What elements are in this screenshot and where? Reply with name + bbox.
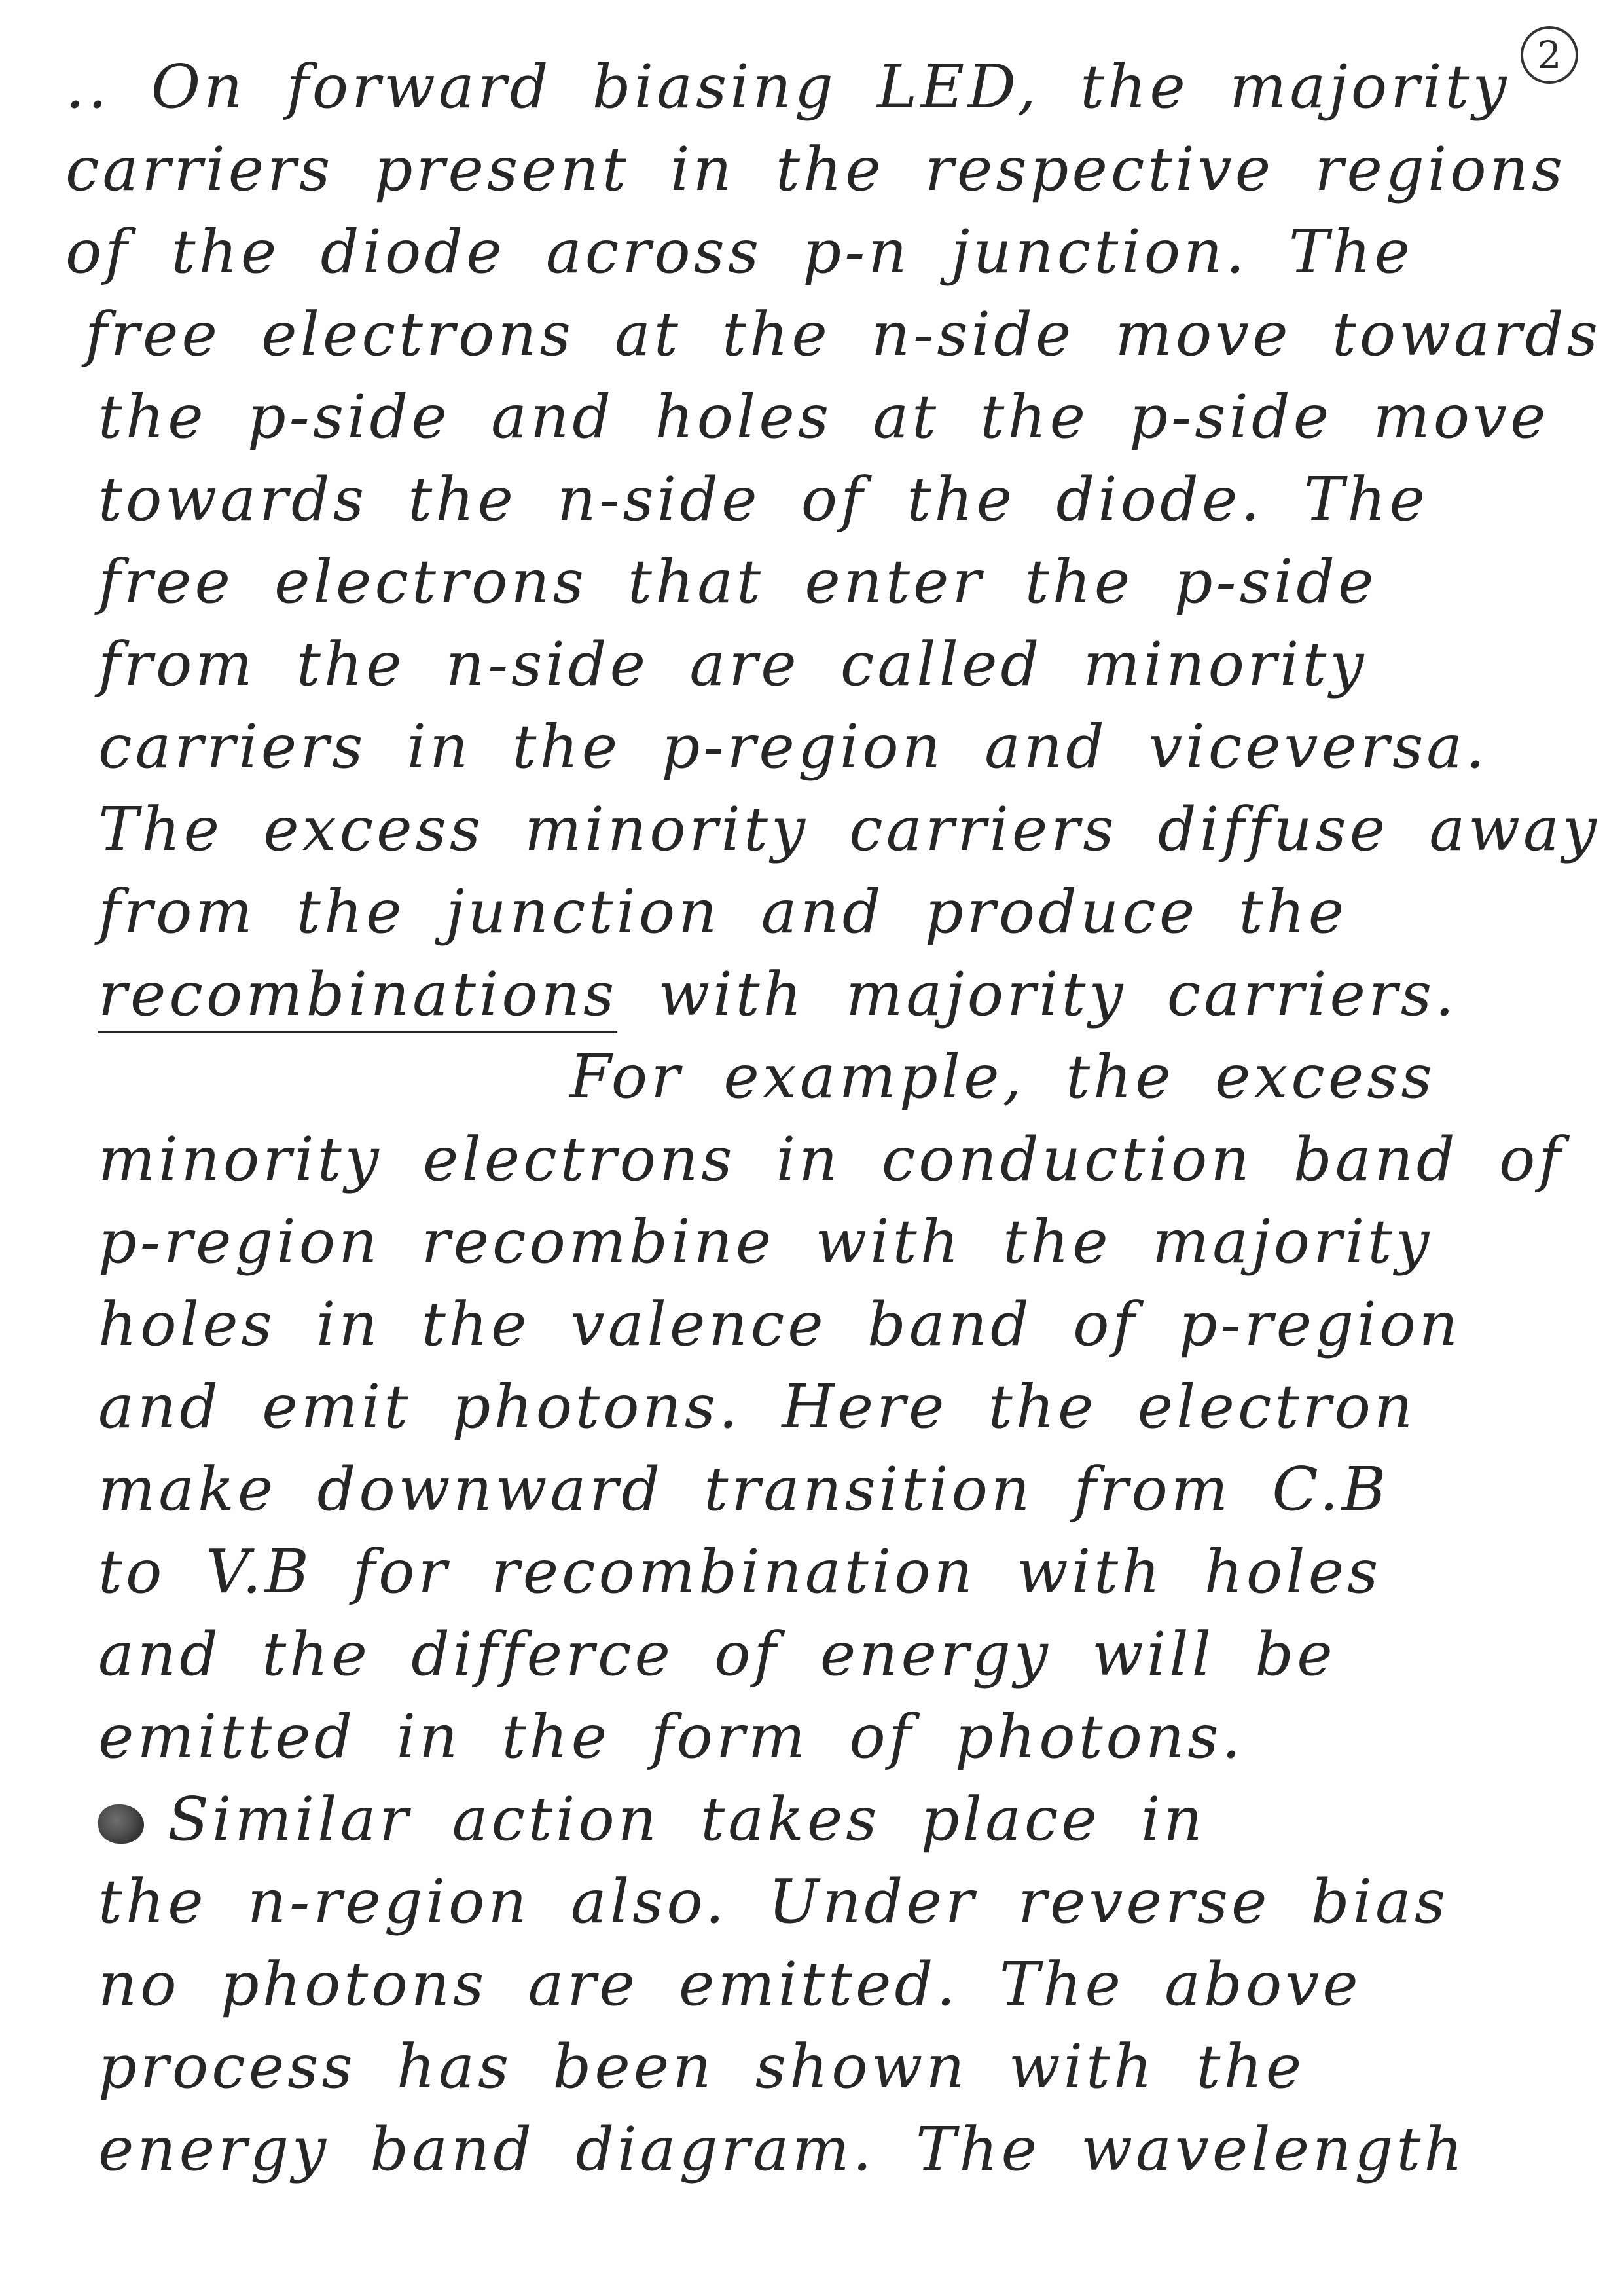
text-line: free electrons that enter the p-side xyxy=(98,547,1377,617)
text-line: process has been shown with the xyxy=(98,2032,1305,2102)
text-line: energy band diagram. The wavelength xyxy=(98,2114,1466,2184)
text-line: .. On forward biasing LED, the majority xyxy=(65,52,1510,122)
text-line: from the n-side are called minority xyxy=(98,629,1367,699)
underlined-word: recombinations xyxy=(98,959,618,1029)
text-line: the n-region also. Under reverse bias xyxy=(98,1867,1449,1937)
text-line: holes in the valence band of p-region xyxy=(98,1289,1462,1359)
text-line-remainder: with majority carriers. xyxy=(658,959,1458,1029)
text-line: make downward transition from C.B xyxy=(98,1454,1390,1524)
text-line: p-region recombine with the majority xyxy=(98,1207,1433,1277)
text-line: and emit photons. Here the electron xyxy=(98,1372,1416,1442)
text-line: of the diode across p-n junction. The xyxy=(65,217,1413,287)
page-number-circle: 2 xyxy=(1521,26,1578,84)
text-line: The excess minority carriers diffuse away xyxy=(98,794,1600,864)
text-line: minority electrons in conduction band of xyxy=(98,1124,1564,1194)
text-line: emitted in the form of photons. xyxy=(98,1702,1244,1772)
text-line: the p-side and holes at the p-side move xyxy=(98,382,1549,452)
text-line: from the junction and produce the xyxy=(98,877,1348,947)
ink-blot-icon xyxy=(98,1804,144,1844)
paragraph-start-line: For example, the excess xyxy=(569,1042,1435,1112)
text-line: to V.B for recombination with holes xyxy=(98,1537,1382,1607)
text-line-with-underline xyxy=(59,953,1564,1036)
text-line: carriers in the p-region and viceversa. xyxy=(98,712,1489,782)
text-line-with-blot xyxy=(59,1778,1564,1861)
text-line: and the differce of energy will be xyxy=(98,1619,1336,1689)
text-line: towards the n-side of the diode. The xyxy=(98,464,1428,534)
text-line: carriers present in the respective regions xyxy=(65,134,1566,204)
text-line: free electrons at the n-side move towards xyxy=(85,299,1601,369)
handwritten-text-block xyxy=(59,46,1601,2191)
text-line-remainder: Similar action takes place in xyxy=(168,1784,1206,1854)
text-line: no photons are emitted. The above xyxy=(98,1949,1362,2019)
